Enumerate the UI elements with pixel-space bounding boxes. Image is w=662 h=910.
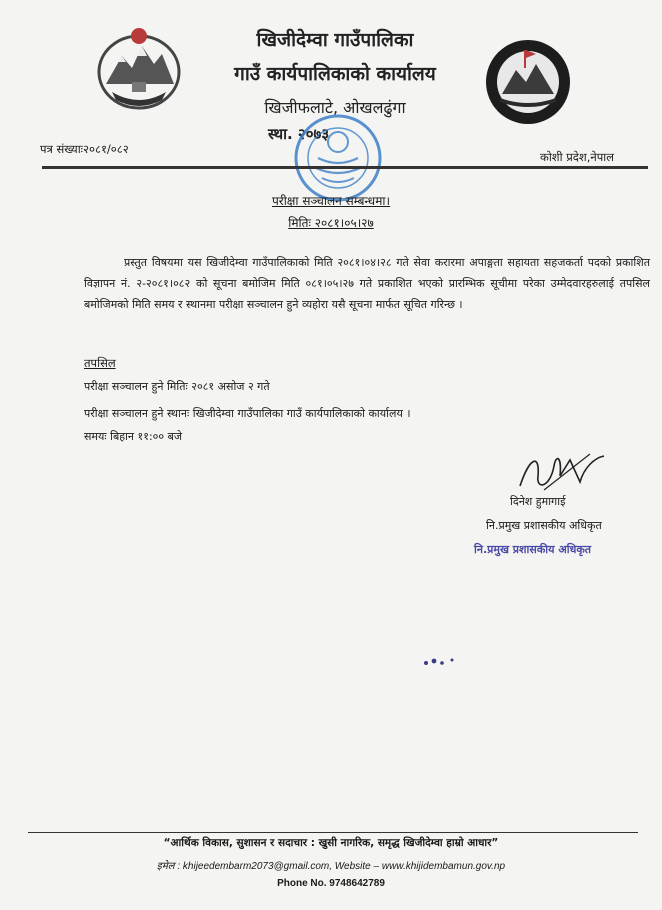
exam-time: समयः बिहान ११:०० बजे [84, 430, 183, 443]
signer-stamp: नि.प्रमुख प्रशासकीय अधिकृत [474, 543, 592, 556]
municipality-name: खिजीदेम्वा गाउँपालिका [256, 29, 414, 51]
office-address: खिजीफलाटे, ओखलढुंगा [264, 98, 406, 117]
exam-venue: परीक्षा सञ्चालन हुने स्थानः खिजीदेम्वा गाउँपालिका गाउँ कार्यपालिकाको कार्यालय । [84, 407, 411, 420]
signer-title: नि.प्रमुख प्रशासकीय अधिकृत [486, 519, 602, 532]
header-divider [42, 166, 648, 169]
notice-subject: परीक्षा सञ्चालन सम्बन्धमा। [271, 194, 391, 208]
municipality-logo-icon [482, 36, 574, 128]
details-heading: तपसिल [84, 356, 116, 370]
ink-specks [420, 656, 460, 668]
footer-contact: इमेल : khijeedembarm2073@gmail.com, Website – www.khijidembamun.gov.np [156, 861, 506, 872]
office-name: गाउँ कार्यपालिकाको कार्यालय [234, 63, 436, 85]
body-paragraph: प्रस्तुत विषयमा यस खिजीदेम्वा गाउँपालिकाको मिति २०८१।०४।२८ गते सेवा करारमा अपाङ्गता सहायता सहजकर्ता पदको प्रकाशित विज्ञापन नं. २-२०८१।०८२ को सूचना बमोजिम मिति ०८१।०५।२७ गते प्रकाशित भएको प्रारम्भिक सूचीमा परेका उम्मेदवारहरुलाई तपसिल बमोजिमको मिति समय र स्थानमा परीक्षा सञ्चालन हुने व्यहोरा यसै सूचना मार्फत सूचित गरिन्छ । [84, 256, 650, 311]
footer-motto: “आर्थिक विकास, सुशासन र सदाचार : खुसी नागरिक, समृद्ध खिजीदेम्वा हाम्रो आधार” [163, 837, 499, 849]
nepal-emblem-icon [92, 22, 186, 116]
signature-icon [510, 446, 610, 496]
notice-date: मितिः २०८१।०५।२७ [288, 216, 374, 230]
office-round-stamp [292, 112, 384, 204]
reference-number: पत्र संख्याः२०८१/०८२ [40, 142, 129, 156]
footer-phone: Phone No. 9748642789 [277, 878, 385, 889]
notice-body [84, 252, 650, 315]
exam-date: परीक्षा सञ्चालन हुने मितिः २०८१ असोज २ गते [84, 380, 270, 393]
signer-name: दिनेश हुमागाई [510, 495, 566, 508]
footer-divider [28, 832, 638, 833]
established-year: स्था. २०७३ [268, 125, 330, 143]
province-label: कोशी प्रदेश,नेपाल [540, 150, 615, 164]
